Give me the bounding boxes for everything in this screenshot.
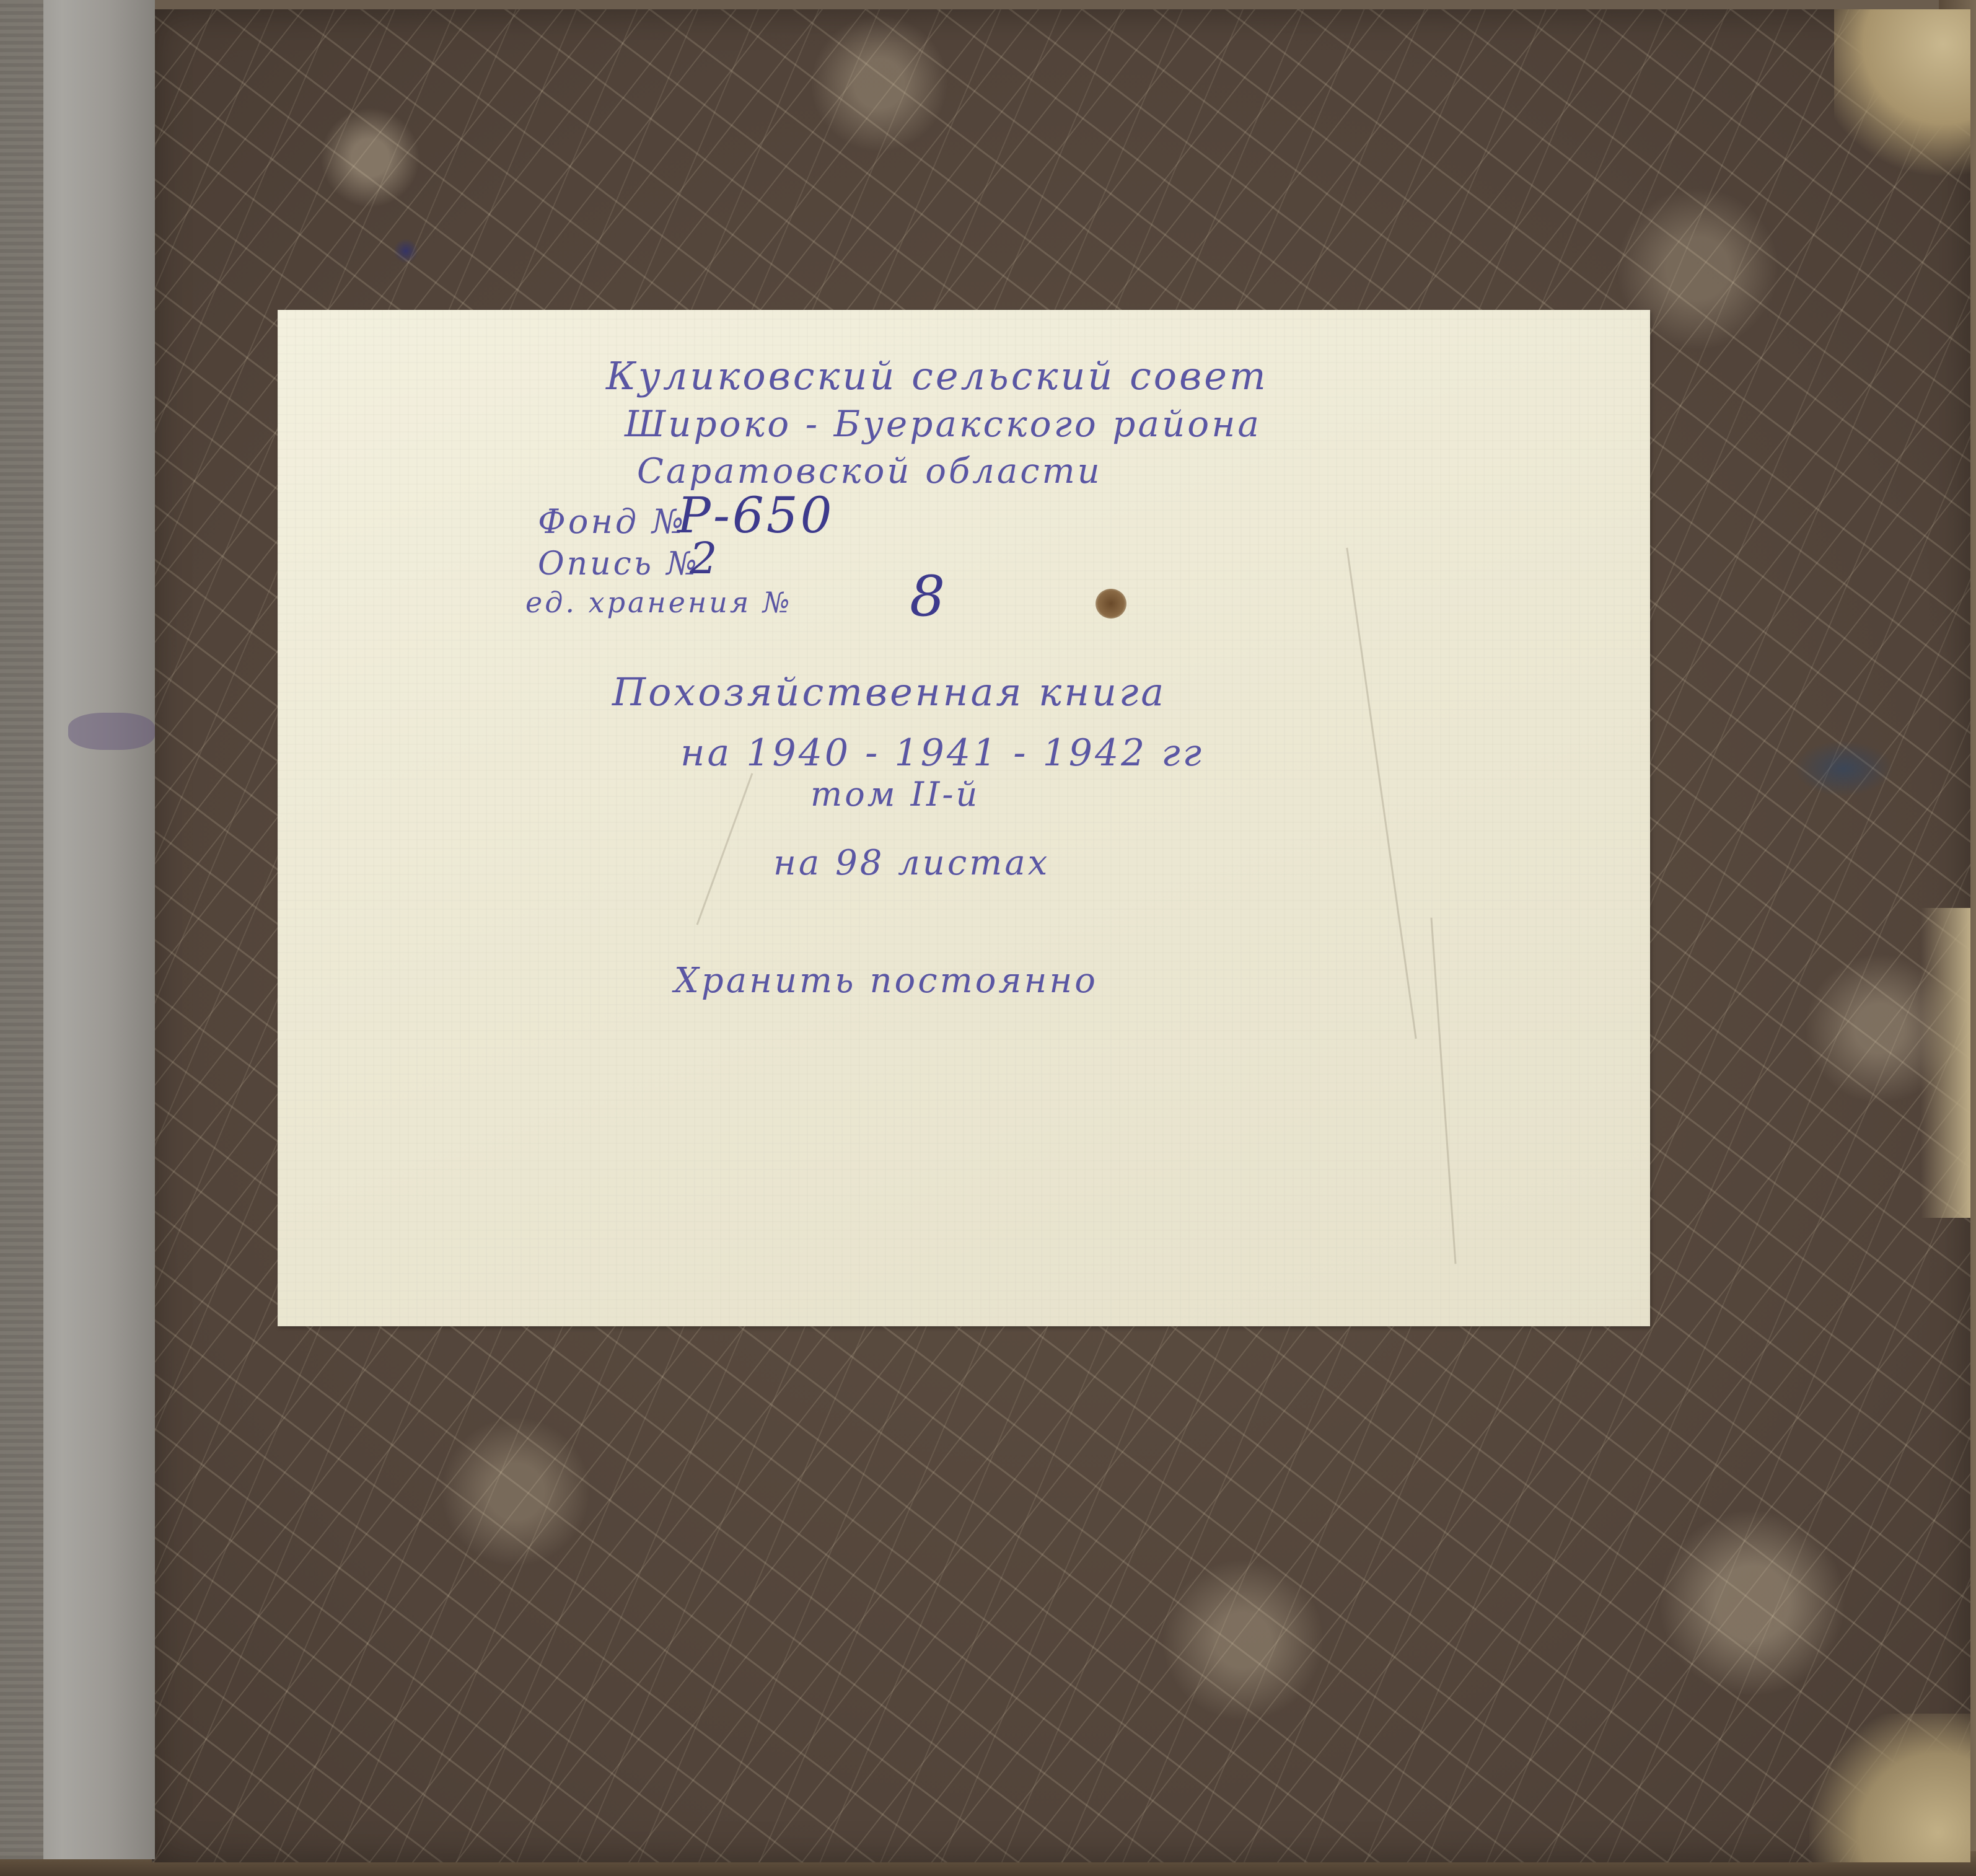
book-spine [0, 0, 155, 1859]
label-line-2: Широко - Буеракского района [625, 403, 1262, 445]
storage-value: 8 [910, 564, 948, 629]
book-volume: том II-й [810, 775, 980, 814]
worn-corner [1834, 9, 1970, 183]
label-line-3: Саратовской области [637, 451, 1102, 491]
spine-cloth [0, 0, 43, 1859]
ink-smudge [1794, 741, 1893, 796]
spine-stain [68, 713, 155, 750]
book-title: Похозяйственная книга [612, 669, 1167, 715]
paper-crease [1430, 918, 1456, 1264]
label-line-1: Куликовский сельский совет [606, 353, 1268, 399]
worn-edge [1921, 908, 1970, 1218]
retention-note: Хранить постоянно [674, 961, 1098, 1001]
paper-crease [1346, 548, 1416, 1039]
book-years: на 1940 - 1941 - 1942 гг [680, 731, 1205, 775]
archive-label [278, 310, 1650, 1326]
paper-stain [1096, 589, 1126, 619]
paper-crease [696, 773, 753, 925]
storage-label: ед. хранения № [525, 586, 793, 619]
fond-label: Фонд № [538, 502, 687, 541]
worn-corner [1809, 1714, 1970, 1862]
opis-label: Опись № [538, 545, 700, 583]
ink-dot [393, 239, 418, 263]
fond-value: Р-650 [677, 487, 835, 544]
opis-value: 2 [690, 533, 720, 584]
book-sheets: на 98 листах [773, 843, 1050, 883]
